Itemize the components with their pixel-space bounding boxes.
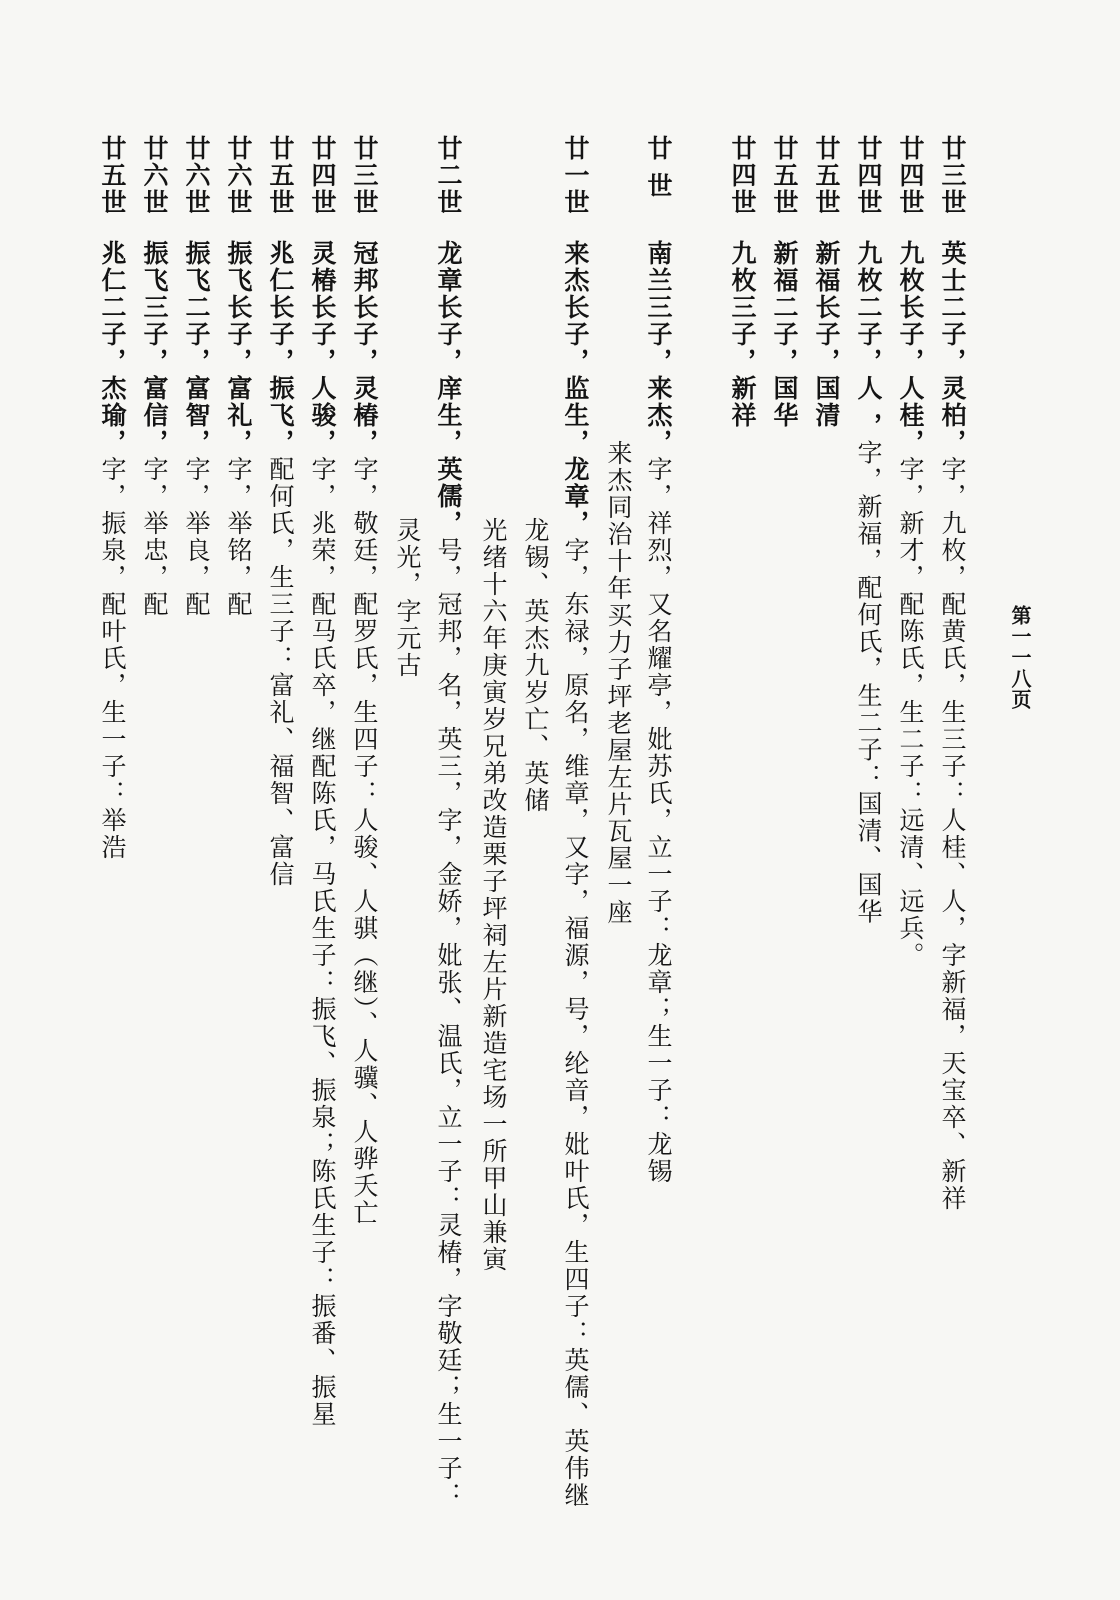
entry-detail: 字，兆荣，配马氏卒，继配陈氏，马氏生子：振飞、振泉；陈氏生子：振番、振星 bbox=[308, 456, 337, 1428]
entry-name: 九枚长子，人桂， bbox=[896, 240, 925, 456]
entry-text bbox=[134, 240, 174, 618]
generation-label: 廿一世 bbox=[561, 135, 590, 216]
generation-label: 廿四世 bbox=[854, 135, 883, 216]
entry-column bbox=[806, 135, 846, 1575]
note-column bbox=[515, 135, 555, 1575]
entry-text bbox=[932, 240, 972, 1212]
note-text: 龙锡、英杰九岁亡、英储 bbox=[521, 517, 550, 814]
entry-name: 兆仁二子，杰瑜， bbox=[98, 240, 127, 456]
entry-column bbox=[932, 135, 972, 1575]
generation-label: 廿六世 bbox=[140, 135, 169, 216]
entry-column bbox=[134, 135, 174, 1575]
entry-text bbox=[722, 240, 762, 429]
entry-name: 新福长子，国清 bbox=[812, 240, 841, 429]
entry-detail: 字，新福，配何氏，生二子：国清、国华 bbox=[854, 439, 883, 926]
generation-label: 廿五世 bbox=[812, 135, 841, 216]
note-text: 灵光，字元古 bbox=[393, 517, 422, 679]
generation-label: 廿六世 bbox=[224, 135, 253, 216]
entry-text bbox=[764, 240, 804, 429]
note-text: 来杰同治十年买力子坪老屋左片瓦屋一座 bbox=[604, 440, 633, 926]
entry-detail: 字，举良，配 bbox=[182, 456, 211, 618]
entry-detail: 字，新才，配陈氏，生二子：远清、远兵。 bbox=[896, 456, 925, 969]
entry-text bbox=[806, 240, 846, 429]
note-column bbox=[473, 135, 513, 1575]
entry-name: 灵椿长子，人骏， bbox=[308, 240, 337, 456]
page-number: 第一一八页 bbox=[1008, 605, 1032, 710]
entry-column bbox=[764, 135, 804, 1575]
entry-column bbox=[722, 135, 762, 1575]
entry-name: 英士二子，灵柏， bbox=[938, 240, 967, 456]
entry-detail: 字，九枚，配黄氏，生三子：人桂、人，字新福，天宝卒、新祥 bbox=[938, 456, 967, 1212]
entry-text bbox=[176, 240, 216, 618]
note-column bbox=[387, 135, 427, 1575]
entry-name: 九枚三子，新祥 bbox=[728, 240, 757, 429]
entry-text bbox=[890, 240, 930, 969]
entry-name: 冠邦长子，灵椿， bbox=[350, 240, 379, 456]
entry-name: 振飞二子，富智， bbox=[182, 240, 211, 456]
entry-column bbox=[428, 135, 468, 1575]
generation-label: 廿四世 bbox=[896, 135, 925, 216]
generation-label: 廿五世 bbox=[266, 135, 295, 216]
entry-detail: 字，东禄，原名，维章，又字，福源，号，纶音，妣叶氏，生四子：英儒、英伟继 bbox=[561, 537, 590, 1509]
entry-name: 南兰三子，来杰， bbox=[644, 240, 673, 456]
entry-text bbox=[302, 240, 342, 1428]
generation-label: 廿四世 bbox=[728, 135, 757, 216]
entry-detail: 字，举忠，配 bbox=[140, 456, 169, 618]
entry-text bbox=[638, 240, 678, 1185]
entry-column bbox=[344, 135, 384, 1575]
entry-column bbox=[555, 135, 595, 1575]
entry-name: 新福二子，国华 bbox=[770, 240, 799, 429]
entry-name: 九枚二子，人 ， bbox=[854, 240, 883, 440]
generation-label: 廿三世 bbox=[938, 135, 967, 216]
entry-text bbox=[260, 240, 300, 888]
entry-text bbox=[428, 240, 468, 1509]
generation-label: 廿四世 bbox=[308, 135, 337, 216]
entry-detail: 字，举铭，配 bbox=[224, 456, 253, 618]
entry-name: 来杰长子，监生，龙章， bbox=[561, 240, 590, 537]
entry-detail: 字，祥烈，又名耀亭，妣苏氏，立一子：龙章；生一子：龙锡 bbox=[644, 456, 673, 1185]
entry-text bbox=[92, 240, 132, 861]
entry-detail: 字，振泉，配叶氏，生一子：举浩 bbox=[98, 456, 127, 861]
entry-text bbox=[344, 240, 384, 1227]
entry-name: 龙章长子，庠生，英儒， bbox=[434, 240, 463, 537]
generation-label: 廿二世 bbox=[434, 135, 463, 216]
note-column bbox=[598, 135, 638, 1575]
entry-column bbox=[218, 135, 258, 1575]
entry-detail: 配何氏，生三子：富礼、福智、富信 bbox=[266, 456, 295, 888]
entry-name: 振飞长子，富礼， bbox=[224, 240, 253, 456]
entry-column bbox=[302, 135, 342, 1575]
entry-text bbox=[218, 240, 258, 618]
entry-column bbox=[638, 135, 678, 1575]
entry-detail: 字，敬廷，配罗氏，生四子：人骏、人骐（继）、人骥、人骅夭亡 bbox=[350, 456, 379, 1227]
entry-column bbox=[176, 135, 216, 1575]
generation-label: 廿 世 bbox=[644, 135, 673, 200]
generation-label: 廿五世 bbox=[98, 135, 127, 216]
entry-text bbox=[848, 240, 888, 926]
entry-name: 兆仁长子，振飞， bbox=[266, 240, 295, 456]
generation-label: 廿六世 bbox=[182, 135, 211, 216]
entry-name: 振飞三子，富信， bbox=[140, 240, 169, 456]
generation-label: 廿五世 bbox=[770, 135, 799, 216]
generation-label: 廿三世 bbox=[350, 135, 379, 216]
entry-column bbox=[92, 135, 132, 1575]
entry-column bbox=[890, 135, 930, 1575]
entry-column bbox=[848, 135, 888, 1575]
entry-detail: 号，冠邦，名，英三，字，金娇，妣张、温氏，立一子：灵椿，字敬廷；生一子： bbox=[434, 537, 463, 1509]
entry-column bbox=[260, 135, 300, 1575]
note-text: 光绪十六年庚寅岁兄弟改造栗子坪祠左片新造宅场一所甲山兼寅 bbox=[479, 517, 508, 1273]
entry-text bbox=[555, 240, 595, 1509]
